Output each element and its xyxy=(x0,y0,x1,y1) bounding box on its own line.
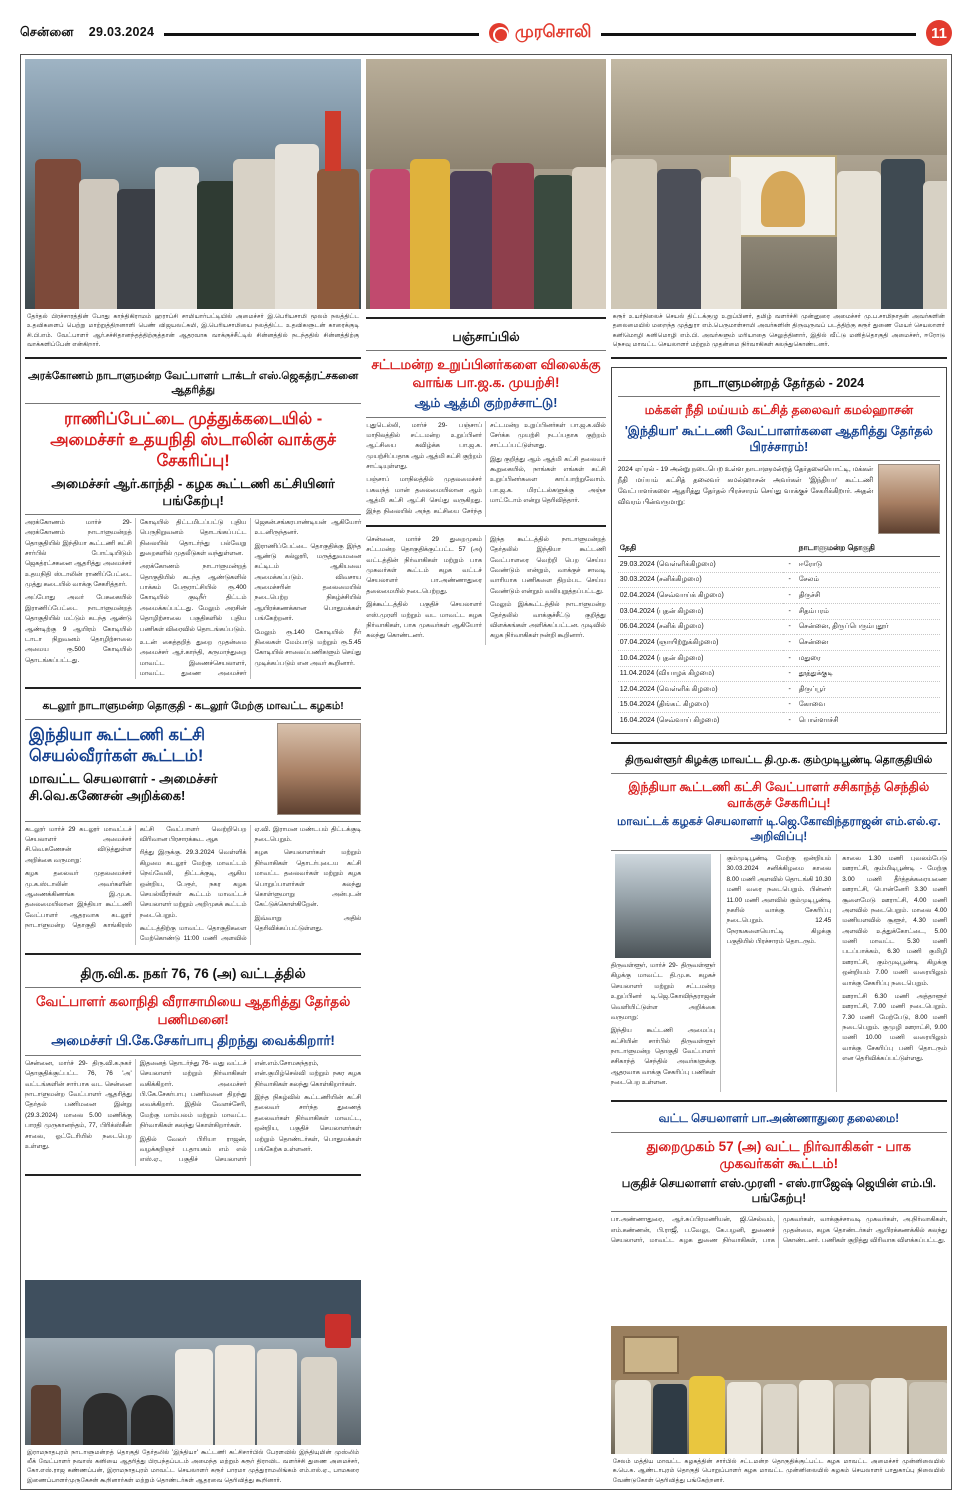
article7-para-3: மேலும் இக்கூட்டத்தில் நாடாளுமன்ற தேர்தலில் வாக்குச்சீட்டு குறித்து விளக்கங்கள் அளிக்கப்பட்டன. முடிவில் கழக நிர்வாகிகள் நன்றி கூறினார். xyxy=(489,601,606,640)
article2-para-3: கூட்டத்திற்கு மாவட்ட தொகுதிகளை மேற்கொண்டு 11:00 மணி அளவில் ஏ.வி. இராமன மண்டபம் திட்டக்குடி நடைபெறும். xyxy=(139,825,362,943)
photo-caption-bottom-left: இராமநாதபுரம் நாடாளுமன்றத் தொகுதி தேர்தலில் 'இந்தியா' கூட்டணி கட்சிசார்பில் பேரளவில் இந்தியுமின் முஸ்லிம் லீக் வேட்பாளர் நவாஸ் கனியை ஆதரித்து பிரபந்தப்படம் அமைந்த மற்றும் கரூர் திராவிட வளர்ச்சி துணை அமைச்சர், கோ.எஸ்.ராஜ கண்ணப்பன், இராமநாதபுரம் மாவட்ட செயலாளர் கரூர் பாரமா முத்துராமலிங்கம் எம்.எல்.ஏ., பாமகரை இணைப்பாளர்முருகேசன் கூறினார்கள் மற்றும் தொண்டர்கள் ஆதரவை தெரிவித்து கூறினார். xyxy=(27,1448,360,1484)
article-port-ward-head xyxy=(611,1110,947,1249)
article1-subhead: அமைச்சர் ஆர்.காந்தி - கழக கூட்டணி கட்சியினர் பங்கேற்பு! xyxy=(51,475,335,508)
article3-kicker: திரு.வி.க. நகர் 76, 76 (அ) வட்டத்தில் xyxy=(80,965,306,981)
article7-para-2: இந்த கூட்டத்தில் நாடாளுமன்றத் தேர்தலில் இந்தியா கூட்டணி வேட்பாளரை வெற்றி பெற செய்ய வேண்டும் என்றும், வாக்குச் சாவடி வாரியாக பணிகளை திறம்பட செய்ய வேண்டும் என்றும் வலியுறுத்தப்பட்டது. xyxy=(489,535,606,595)
election-schedule-table xyxy=(618,541,940,728)
cell-date: 02.04.2024 (செவ்வாய்க் கிழமை) xyxy=(618,588,783,604)
cell-dash: - xyxy=(783,697,797,713)
article2-para-1: கழக தலைவர் முதலமைச்சர் மு.க.ஸ்டாலின் அவர்களின் ஆணைக்கிணங்க இ.மு.க. தலைமையிலான இந்தியா கூட்டணி வேட்பாளர் ஆதரவாக கடலூர் நாடாளுமன்ற தொகுதி காங்கிரஸ் கட்சி வேட்பாளர் வெற்றிபெற விரிவான பிரசாரக்கூட ஆக xyxy=(25,825,247,930)
masthead-date: 29.03.2024 xyxy=(88,25,155,39)
table-row xyxy=(618,588,940,604)
cell-constituency: திருப்பூர் xyxy=(797,682,940,698)
article6-subhead: மாவட்டக் கழகச் செயலாளர் டி.ஜெ.கோவிந்தராஜன் எம்.எல்.ஏ. அறிவிப்பு! xyxy=(617,816,941,844)
article5-headline-blue: 'இந்தியா' கூட்டணி வேட்பாளர்களை ஆதரித்து தேர்தல் பிரச்சாரம்! xyxy=(624,423,933,454)
cell-constituency: திருச்சி xyxy=(797,588,940,604)
col-constituency: நாடாளுமன்ற தொகுதி xyxy=(797,541,940,557)
table-row xyxy=(618,604,940,620)
cell-date: 15.04.2024 (திங்கட் கிழமை) xyxy=(618,697,783,713)
cell-constituency: சென்னை, திருப்பெரும்புதூர் xyxy=(797,619,940,635)
cell-constituency: மதுரை xyxy=(797,650,940,666)
article-punjab xyxy=(366,327,605,517)
cell-dash: - xyxy=(783,619,797,635)
article5-intro-wrap xyxy=(618,464,940,508)
article1-para-2: கோடியில் திட்டமிடப்பட்டு புதிய பெருநிறுவனம் தொடங்கப்பட்ட நிலையில் தொடர்ந்து பல்வேறு துறைகளில் முதலீடுகள் வந்துள்ளன. xyxy=(139,518,247,557)
article4-body xyxy=(366,421,605,517)
article5-boxed-kicker: நாடாளுமன்றத் தேர்தல் - 2024 xyxy=(693,376,865,391)
article6-para-1: இந்திய கூட்டணி அமைப்பு கட்சியின் சார்பில் திருவள்ளூர் நாடாளுமன்ற தொகுதி வேட்பாளர் சசிகாந்த் செந்தில் அவர்களுக்கு ஆதரவாக வாக்கு சேகரிப்பு பணிகள் நடைபெற உள்ளன. xyxy=(610,1027,716,1087)
article-tiruvallur xyxy=(611,752,947,1092)
divider-c8 xyxy=(611,1132,947,1133)
divider-1 xyxy=(25,357,361,359)
cell-dash: - xyxy=(783,650,797,666)
cell-constituency: பொள்ளாச்சி xyxy=(797,713,940,728)
masthead-city: சென்னை xyxy=(20,25,74,39)
divider-b4 xyxy=(366,525,605,527)
cell-constituency: சேலம் xyxy=(797,572,940,588)
cell-dash: - xyxy=(783,604,797,620)
article2-kicker: கடலூர் நாடாளுமன்ற தொகுதி - கடலூர் மேற்கு மாவட்ட கழகம்! xyxy=(42,700,344,713)
divider-a1 xyxy=(25,403,361,404)
divider-a2b xyxy=(25,821,361,822)
cell-date: 12.04.2024 (வெள்ளிக் கிழமை) xyxy=(618,682,783,698)
article1-kicker: அரக்கோணம் நாடாளுமன்ற வேட்பாளர் டாக்டர் எஸ்.ஜெகத்ரட்சகனை ஆதரித்து xyxy=(28,370,359,397)
article1-headline: ராணிப்பேட்டை முத்துக்கடையில் - அமைச்சர் உதயநிதி ஸ்டாலின் வாக்குச் சேகரிப்பு! xyxy=(50,409,337,471)
cell-constituency: தூத்துக்குடி xyxy=(797,666,940,682)
article2-subhead: மாவட்ட செயலாளர் - அமைச்சர் சி.வெ.கணேசன் அறிக்கை! xyxy=(29,770,218,803)
article6-row xyxy=(611,854,947,1092)
divider-2 xyxy=(25,687,361,689)
article6-body-left xyxy=(611,961,716,1089)
cell-dash: - xyxy=(783,666,797,682)
cell-dash: - xyxy=(788,560,791,568)
masthead-rule-right xyxy=(601,33,916,36)
masthead xyxy=(20,18,952,48)
article4-para-2: இது குறித்து ஆம் ஆத்மி கட்சி தலைவர் கூறுகையில், நாங்கள் எங்கள் கட்சி உறுப்பினர்களை காப்பாற்றுவோம். பா.ஜ.க. மிரட்டல்களுக்கு அஞ்ச மாட்டோம் என்று தெரிவித்தார். xyxy=(489,455,606,505)
col-dash xyxy=(783,541,797,557)
cell-dash: - xyxy=(783,713,797,728)
article7-subhead: பகுதிச் செயலாளர் எஸ்.முரளி - எஸ்.ராஜேஷ் ஜெயின் எம்.பி. பங்கேற்பு! xyxy=(621,1177,936,1205)
cell-date: 03.04.2024 (புதன் கிழமை) xyxy=(618,604,783,620)
kamal-haasan-portrait xyxy=(878,464,940,534)
divider-b2 xyxy=(366,350,605,351)
photo-caption-bottom-right: சேலம் மத்திய மாவட்ட கழகத்தின் சார்பில் சட்டமன்ற தொகுதிக்குட்பட்ட கழக மாவட்ட அமைச்சர் முன்னிலையில் க.பெ.க. ஆண்டாபுரம் தொகுதி பொறுப்பாளர் கழக மாவட்ட முன்னிலையில் கழகம் செயலாளர் பாதுகாப்பு நிலையில் வேண்டுகோள் தெரிவித்து பங்கேற்றனர். xyxy=(612,1458,945,1484)
article1-para-6: மேலும் ரூ.140 கோடியில் நீர் நிலைகள் மேம்பாடு மற்றும் ரூ.5.45 கோடியில் சாலைப்பணிகளும் செய்து முடிக்கப்படும் என அவர் கூறினார். xyxy=(254,628,362,667)
photo-top-right xyxy=(611,59,947,309)
column-left xyxy=(25,59,361,1485)
article-cuddalore xyxy=(25,697,361,944)
article4-para-1: பஞ்சாப் மாநிலத்தில் முதலமைச்சர் பகவந்த் மான் தலைமையிலான ஆம் ஆத்மி கட்சி ஆட்சி செய்து வருகிறது. இந்த நிலையில் அந்த கட்சியை சேர்ந்த சட்டமன்ற உறுப்பினர்கள் பா.ஜ.க.வில் சேர்க்க முயற்சி நடப்பதாக குற்றம் சாட்டப்பட்டுள்ளது. xyxy=(366,421,606,515)
divider-a2 xyxy=(25,719,361,720)
divider-c3 xyxy=(618,460,940,461)
table-row xyxy=(618,682,940,698)
article4-para-0: புதுடெல்லி, மார்ச் 29- பஞ்சாப் மாநிலத்தில் சட்டமன்ற உறுப்பினர் ஆட்சியை கவிழ்க்க பா.ஜ.க. முயற்சிப்பதாக ஆம் ஆத்மி கட்சி குற்றம் சாட்டியுள்ளது. xyxy=(366,421,482,471)
article6-body-mid xyxy=(726,854,831,947)
article3-para-0: சென்னை, மார்ச் 29- திரு.வி.க.நகர் தொகுதிக்குட்பட்ட 76, 76 'அ' வட்டங்களின் சார்பாக வட சென்னை நாடாளுமன்ற வேட்பாளர் ஆதரித்து தேர்தல் பணிமனை இன்று (29.3.2024) மாலை 5.00 மணிக்கு பாரதி முருகானந்தம், 77, பிரிக்ஸ்கீன் சாலை, ஓட்டேரியில் நடைபெற உள்ளது. xyxy=(25,1059,132,1150)
table-row xyxy=(618,557,940,573)
article2-para-2: ரித்து இருக்கு. 29.3.2024 வெள்ளிக் கிழமை கடலூர் மேற்கு மாவட்டம் நெய்வேலி, திட்டக்குடி, ஆகிய ஒன்றிய, பேரூர், நகர கழக செயல்வீரர்கள் கூட்டம் மாவட்டச் செயலாளர் மற்றும் அறிமுகக் கூட்டம் நடைபெறும். xyxy=(139,849,247,919)
divider-c4 xyxy=(611,742,947,744)
table-row xyxy=(618,697,940,713)
article6-para-2: கும்முடிபூண்டி மேற்கு ஒன்றியம் 30.03.2024 சனிக்கிழமை காலை 8.00 மணி அளவில் தொடங்கி 10.30 மணி வரை நடைபெறும். பின்னர் 11.00 மணி அளவில் கும்முடிபூண்டி நகரில் வாக்கு சேகரிப்பு நடைபெறும். 12.45 நேரஙகளையொட்டி கிழக்கு பகுதியில் பிரச்சாரம் தொடரும். xyxy=(726,855,832,946)
article2-headline: இந்தியா கூட்டணி கட்சி செயல்வீரர்கள் கூட்டம்! xyxy=(29,725,206,766)
table-header-row xyxy=(618,541,940,557)
cell-date: 06.04.2024 (சனிக் கிழமை) xyxy=(618,619,783,635)
photo-block-top-right xyxy=(611,59,947,349)
page-grid xyxy=(25,59,947,1485)
table-row xyxy=(618,650,940,666)
photo-caption-top-right: கரூர் உயர்நிலைச் செயல் திட்டக்குழு உறுப்பினர், தமிழ் வளர்ச்சி முன்னுரை அமைச்சர் மு.ப.சாமிநாதன் அவர்களின் தலைமையில் மறைந்த முத்துரா எம்.பெருமாள்சாமி அவர்களின் திருவுருவப் படத்திற்கு கரூர் துணை மேயர் செயலாளர் கனிமொழி கனிமொழி எம்.பி. அவர்களும் மரியாதை செலுத்தினார், இதில் வீட்டு மனித்தொகுதி அமைச்சர், ஈரோடு நெசவு மாவட்ட செயலாளர் மற்றும் முதன்மை நிர்வாகிகள் கலந்துகொண்டனர். xyxy=(612,313,945,348)
divider-c7 xyxy=(611,1100,947,1102)
divider-b1 xyxy=(366,317,605,319)
table-row xyxy=(618,619,940,635)
article6-para-4: ஊராட்சி 6.30 மணி அத்தாளூர் ஊராட்சி, 7.00 மணி நடைபெறும். 7.30 மணி மேற்பேடு, 8.00 மணி நடைபெறும். குமுழி ஊராட்சி, 9.00 மணி 10.00 மணி வரையிலும் வாக்கு சேகரிப்பு பணி தொடரும் என தெரிவிக்கப்பட்டுள்ளது. xyxy=(842,992,947,1063)
col-date: தேதி xyxy=(618,541,783,557)
article3-headline: வேட்பாளர் கலாநிதி வீராசாமியை ஆதரித்து தேர்தல் பணிமனை! xyxy=(35,994,351,1027)
table-row xyxy=(618,713,940,728)
article3-para-3: இந்த நிகழ்வில் கூட்டணியின் கட்சி தலைவர் சார்ந்த துணைத் தலைவர்கள் நிர்வாகிகள் மாவட்ட, ஒன்றிய, பகுதிச் செயலாளர்கள் மற்றும் தொண்டர்கள், பொதுமக்கள் பங்கேற்க உள்ளனர். xyxy=(254,1094,362,1153)
divider-3 xyxy=(25,953,361,955)
table-row xyxy=(618,666,940,682)
article7-para-4: பா.அண்ணாதுரை, ஆர்.சுப்பிரமணியன், ஜி.செல்வம், எம்.கண்ணன், பி.ராஜீ, ப.வேலு, கே.பழனி, துணைச் செயலாளர், மாவட்ட கழக துணை நிர்வாகிகள், பாக முகவர்கள், வாக்குச்சாவடி முகவர்கள், அ.நிர்வாகிகள், முதன்மை, கழக தொண்டர்கள் ஆயிரக்கணக்கில் கலந்து கொண்டனர். பணிகள் குறித்து விரிவாக விளக்கப்பட்டது. xyxy=(610,1216,947,1245)
article3-para-2: இதில் வேலர் பிரியா ராஜன், வழக்கறிஞர் ப.தாயகம் எம் எல் எஸ்.ஏ., பகுதிச் செயலாளர் என்.எம்.சோமசுந்தரம், என்.குமிழ்செல்வி மற்றும் நகர கழக நிர்வாகிகள் கலந்து கொள்கிறார்கள். xyxy=(139,1059,362,1164)
article2-para-5: இவ்வாறு அதில் தெரிவிக்கப்பட்டுள்ளது. xyxy=(254,914,362,933)
article6-headline: இந்தியா கூட்டணி கட்சி வேட்பாளர் சசிகாந்த் செந்தில் வாக்குச் சேகரிப்பு! xyxy=(628,779,930,810)
article4-subhead: ஆம் ஆத்மி குற்றச்சாட்டு! xyxy=(414,396,558,411)
article6-kicker: திருவள்ளூர் கிழக்கு மாவட்ட தி.மு.க. கும்முடிபூண்டி தொகுதியில் xyxy=(625,754,933,767)
divider-a3 xyxy=(25,987,361,988)
cell-date: 16.04.2024 (செவ்வாய் கிழமை) xyxy=(618,713,783,728)
cell-date: 11.04.2024 (வியாழக் கிழமை) xyxy=(618,666,783,682)
photo-block-bottom-right xyxy=(611,1326,947,1485)
divider-a3b xyxy=(25,1055,361,1056)
photo-top-left xyxy=(25,59,361,309)
article2-portrait xyxy=(277,723,361,815)
divider-c9 xyxy=(611,1211,947,1212)
cell-date: 07.04.2024 (ஞாயிற்றுக்கிழமை) xyxy=(618,635,783,651)
cell-date: 10.04.2024 (புதன் கிழமை) xyxy=(618,650,783,666)
article6-para-3: காலை 1.30 மணி புவலம்பேடு ஊராட்சி, கும்மிடிபூண்டி - மேற்கு 3.00 மணி தீர்த்தக்கரையணை ஊராட்சி, பொன்னேரி 3.30 மணி சூளைமேடு ஊராட்சி, 4.00 மணி அளவில் நடைபெறும். மாலை 4.00 மணியளவில் சூளூர், 4.30 மணி அளவில் உத்துக்கோட்டை, 5.00 மணி மாவட்ட 5.30 மணி படப்பாக்கம், 6.30 மணி குமிழி ஊராட்சி, கும்முடிபூண்டி கிழக்கு ஒன்றியம் 7.00 மணி வரையிலும் வாக்கு சேகரிப்பு நடைபெறும். xyxy=(842,855,947,987)
brand-name: முரசொலி xyxy=(514,22,592,41)
cell-dash: - xyxy=(783,635,797,651)
cell-date: 29.03.2024 (வெள்ளிக்கிழமை) xyxy=(619,560,716,568)
article1-para-4: உடன் கைத்தறித் துறை முதன்மை அமைச்சர் ஆர்.காந்தி, கருமாந்துறை மாவட்ட இணைச்செயலாளர், மாவட்ட துணை அமைச்சர் ஜெகன்.சங்கரபாண்டியன் ஆகியோர் உடனிருந்தனர். xyxy=(139,518,362,678)
divider-4 xyxy=(25,1174,361,1176)
divider-b3 xyxy=(366,417,605,418)
column-right xyxy=(611,59,947,1485)
article6-portrait xyxy=(615,854,711,958)
cell-dash: - xyxy=(783,682,797,698)
article1-body xyxy=(25,518,361,680)
article6-body-right xyxy=(842,854,947,1065)
divider-c2 xyxy=(618,396,940,397)
article1-para-5: இராணிப்பேட்டை தொகுதிக்கு இந்த ஆண்டு கல்லூரி, மருத்துவமனை கட்டிடம் ஆகியவை அமைக்கப்படும். விவசாய அமைச்சரின் தலைமையில் நடைபெற்ற நிகழ்ச்சியில் ஆயிரக்கணக்கான பொதுமக்கள் பங்கேற்றனர். xyxy=(254,542,362,623)
article7-para-1: இக்கூட்டத்தில் பகுதிச் செயலாளர் எஸ்.முரளி மற்றும் வட மாவட்ட கழக நிர்வாகிகள், பாக முகவர்கள் ஆகியோர் கலந்து கொண்டனர். xyxy=(366,601,482,640)
cell-dash: - xyxy=(783,588,797,604)
photo-bottom-left xyxy=(25,1280,361,1445)
page-frame xyxy=(20,54,952,1490)
article7-kicker: வட்ட செயலாளர் பா.அண்ணாதுரை தலைமை! xyxy=(658,1112,900,1125)
article4-headline: சட்டமன்ற உறுப்பினர்களை விலைக்கு வாங்க பா.ஜ.க. முயற்சி! xyxy=(371,357,601,390)
article1-para-1: அப்போது அவர் பேசுகையில் இராணிப்பேட்டை நாடாளுமன்றத் தொகுதியில் மட்டும் கடந்த ஆண்டு ஆண்டிற்கு 9 ஆயிரம் கோடியில் டாடா நிறுவனம் தொழிற்சாலை அமைய ரூ.500 கோடியில் தொடங்கப்பட்டது. xyxy=(25,594,132,664)
divider-c5 xyxy=(611,773,947,774)
article7-para-0: சென்னை, மார்ச் 29 துறைமுகம் சட்டமன்ற தொகுதிக்குட்பட்ட 57 (அ) வட்டத்தின் நிர்வாகிகள் மற்றும் பாக முகவர்கள் கூட்டம் கழக வட்டச் செயலாளர் பா.அண்ணாதுரை தலைமையில் நடைபெற்றது. xyxy=(366,535,482,595)
cell-constituency: ஈரோடு xyxy=(798,560,823,568)
cell-date: 30.03.2024 (சனிக்கிழமை) xyxy=(618,572,783,588)
article3-para-1: இதனைத் தொடர்ந்து 76- வது வட்டச் செயலாளர் மற்றும் நிர்வாகிகள் வகிக்கிறார். அமைச்சர் பி.கே.சேகர்பாபு பணிமனை திறந்து வைக்கிறார். இதில் வேளச்சேரி, மேற்கு மாம்பலம் மற்றும் மாவட்ட நிர்வாகிகள் கலந்து கொள்கிறார்கள். xyxy=(139,1059,247,1130)
article1-para-0: அரக்கோணம் மார்ச் 29- அரக்கோணம் நாடாளுமன்றத் தொகுதியில் இந்தியா கூட்டணி கட்சி சார்பில் போட்டியிடும் ஜெகத்ரட்சகனை ஆதரித்து அமைச்சர் உதயநிதி ஸ்டாலின் ராணிப்பேட்டை முத்து கடையில் வாக்கு சேகரித்தார். xyxy=(25,518,132,589)
article4-kicker: பஞ்சாப்பில் xyxy=(452,330,520,344)
article7-headline: துறைமுகம் 57 (அ) வட்ட நிர்வாகிகள் - பாக முகவர்கள் கூட்டம்! xyxy=(646,1138,912,1172)
masthead-city-date xyxy=(20,25,154,41)
photo-caption-top-left: தேர்தல் பிரச்சாரத்தின் போது காந்திகிராமம் ஹராப்சி சாமியார்பட்டியில் அமைச்சர் இ.பெரியசாமி மூலம் நலத்திட்ட உதவிகளைப் பெற்று மாற்றுத்திறனாளி பெண் விஜயலட்சுமி, இ.பெரியசாமியை நலத்திட்ட உதவிகளுடன் காரைக்குடி சி.பி.எம். வேட்பாளர் ஆர்.சச்சிதானந்தத்திற்குத்தான் ஆதரவாக வாக்குச்சீட்டில் சின்னத்தில் நடந்ததில் சின்னத்திற்கு வாக்களிப்பேன் என்கிறார். xyxy=(27,313,360,348)
cell-constituency: கோவை xyxy=(797,697,940,713)
divider-c6 xyxy=(611,850,947,851)
cell-constituency: சிதம்பரம் xyxy=(797,604,940,620)
sun-logo-icon xyxy=(489,23,509,43)
article2-para-0: கடலூர் மார்ச் 29 கடலூர் மாவட்டச் செயலாளர் அமைச்சர் சி.வெ.கணேசன் விடுத்துள்ள அறிக்கை வருமாறு: xyxy=(25,825,132,864)
article7-body-right xyxy=(611,1215,947,1248)
article1-para-3: அரக்கோணம் நாடாளுமன்றத் தொகுதியில் கடந்த ஆண்டுகளில் பாக்கம் பேரூராட்சியில் ரூ.400 கோடியில் குடிநீர் திட்டம் அமைக்கப்பட்டது. மேலும் அரசின் தொழிற்சாலை பகுதிகளில் புதிய பணிகள் விரைவில் தொடங்கப்படும். xyxy=(139,563,247,633)
table-row xyxy=(618,572,940,588)
article2-body xyxy=(25,825,361,945)
masthead-brand xyxy=(489,22,592,44)
photo-block-bottom-left xyxy=(25,1280,361,1485)
cell-constituency: சென்னை xyxy=(797,635,940,651)
article-kamal-schedule xyxy=(611,367,947,734)
masthead-rule-left xyxy=(164,33,479,36)
cell-dash: - xyxy=(783,572,797,588)
article5-headline-red: மக்கள் நீதி மய்யம் கட்சித் தலைவர் கமல்ஹாசன் xyxy=(644,403,914,418)
column-middle xyxy=(366,59,605,1485)
article2-para-4: கழக செயலாளர்கள் மற்றும் நிர்வாகிகள் தொடர்புடைய கட்சி மாவட்ட தலைவர்கள் மற்றும் கழக பொறுப்பாளர்கள் கலந்து கொள்ளுமாறு அன்புடன் கேட்டுக்கொள்கிறேன். xyxy=(254,849,362,909)
article-ranipettai xyxy=(25,367,361,679)
page-number-badge: 11 xyxy=(926,20,952,46)
article-port-ward-body xyxy=(366,535,605,645)
table-row xyxy=(618,635,940,651)
article5-intro: 2024 ஏப்ரல் - 19 அன்று நடைபெற உள்ள நாடாளுமன்றத் தேர்தலையொட்டி, மக்கள் நீதி மய்யம் கட்சித் தலைவர் கமல்ஹாசன் அவர்கள் 'இந்தியா' கூட்டணி வேட்பாளர்களை ஆதரித்து தேர்தல் பிரச்சாரம் செய்து வாக்குச் சேகரிக்கிறார். அதன் விவரம் பின்வருமாறு: xyxy=(617,466,873,507)
photo-bottom-right xyxy=(611,1326,947,1454)
article3-subhead: அமைச்சர் பி.கே.சேகர்பாபு திறந்து வைக்கிறார்! xyxy=(51,1033,335,1049)
article-thiruvika-nagar xyxy=(25,963,361,1166)
photo-top-center xyxy=(366,59,605,309)
article7-body-left xyxy=(366,535,605,645)
divider-c1 xyxy=(611,357,947,359)
article6-para-0: திருவள்ளூர், மார்ச் 29- திருவள்ளூர் கிழக்கு மாவட்ட தி.மு.க. கழகச் செயலாளர் மற்றும் சட்டமன்ற உறுப்பினர் டி.ஜெ.கோவிந்தராஜன் வெளியிட்டுள்ள அறிக்கை வருமாறு: xyxy=(610,962,716,1021)
divider-a1b xyxy=(25,514,361,515)
article3-body xyxy=(25,1059,361,1166)
photo-block-top-left xyxy=(25,59,361,349)
